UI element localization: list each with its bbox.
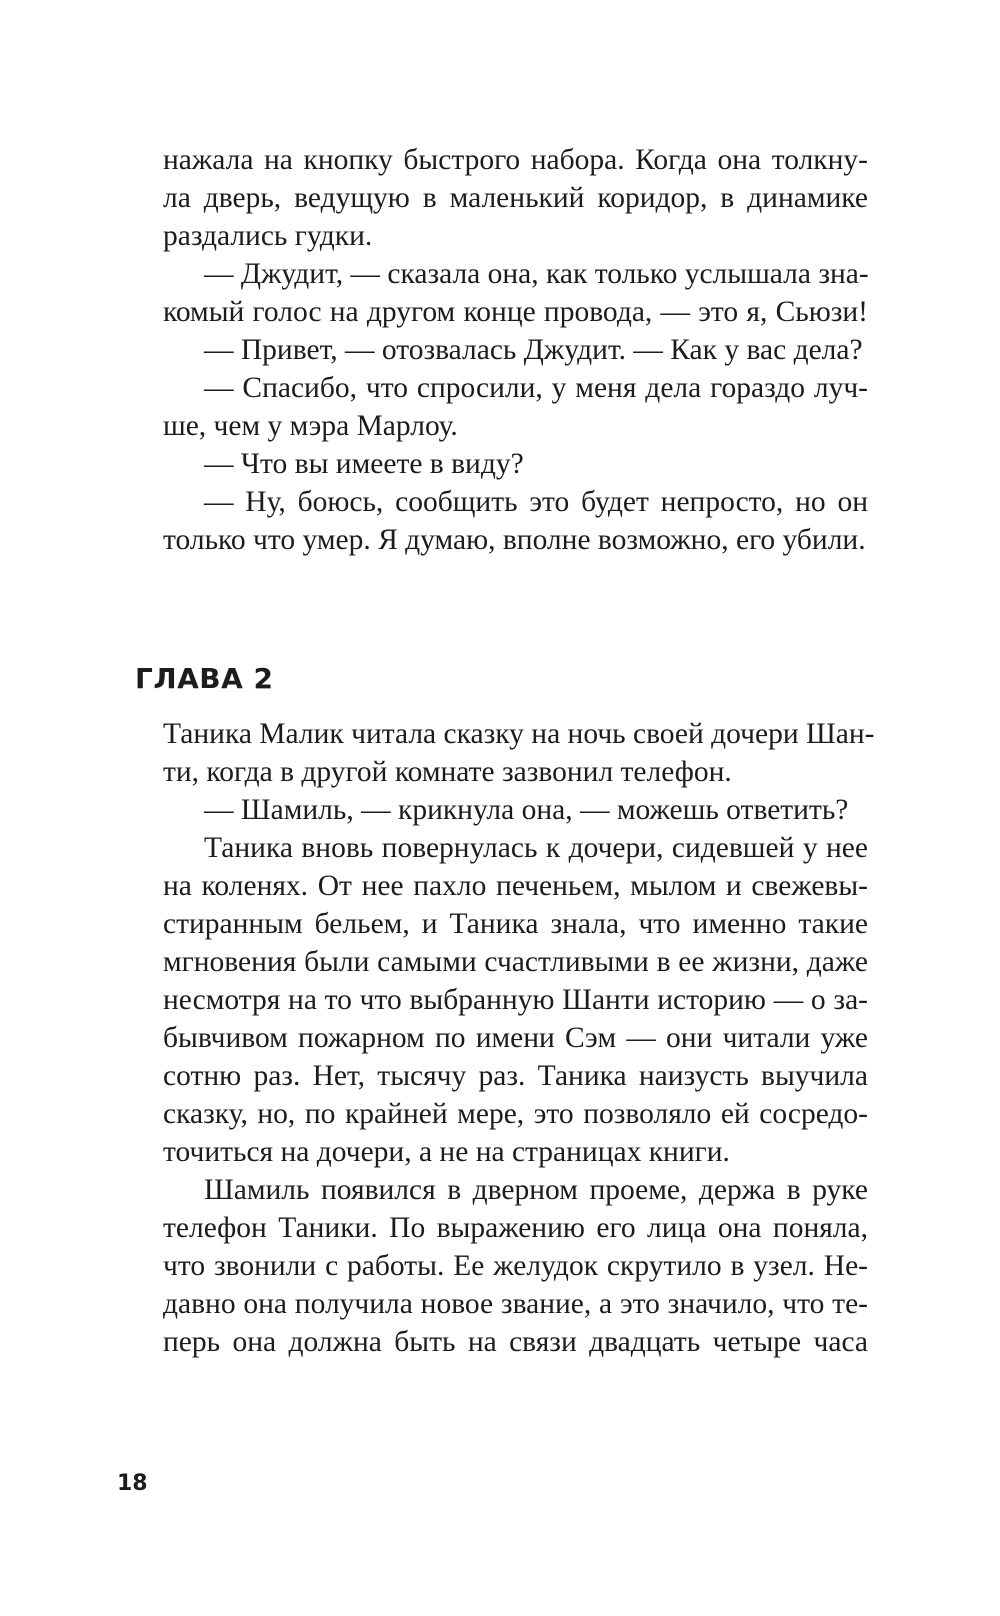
- text-line: сотню раз. Нет, тысячу раз. Таника наизусть выучила: [163, 1060, 868, 1092]
- text-line: Таника вновь повернулась к дочери, сидевшей у нее: [204, 832, 868, 864]
- text-line: раздались гудки.: [163, 220, 373, 252]
- text-line: мгновения были самыми счастливыми в ее жизни, даже: [163, 946, 868, 978]
- text-line: сказку, но, по крайней мере, это позволяло ей сосредо-: [163, 1098, 868, 1130]
- text-line: телефон Таники. По выражению его лица она поняла,: [163, 1212, 868, 1244]
- text-line: несмотря на то что выбранную Шанти историю — о за-: [163, 984, 868, 1016]
- text-line: — Ну, боюсь, сообщить это будет непросто, но он: [204, 486, 868, 518]
- text-line: — Джудит, — сказала она, как только услышала зна-: [204, 258, 869, 290]
- text-line: — Что вы имеете в виду?: [204, 448, 524, 480]
- text-line: ти, когда в другой комнате зазвонил телефон.: [163, 756, 732, 788]
- text-line: на коленях. От нее пахло печеньем, мылом и свежевы-: [163, 870, 868, 902]
- text-line: комый голос на другом конце провода, — это я, Сьюзи!: [163, 296, 868, 328]
- text-line: точиться на дочери, а не на страницах книги.: [163, 1136, 730, 1168]
- text-line: ла дверь, ведущую в маленький коридор, в динамике: [163, 182, 868, 214]
- text-line: стиранным бельем, и Таника знала, что именно такие: [163, 908, 868, 940]
- text-line: нажала на кнопку быстрого набора. Когда она толкну-: [163, 144, 868, 176]
- text-line: — Шамиль, — крикнула она, — можешь ответить?: [204, 794, 849, 826]
- text-line: только что умер. Я думаю, вполне возможно, его убили.: [163, 524, 866, 556]
- text-line: Шамиль появился в дверном проеме, держа в руке: [204, 1174, 868, 1206]
- text-line: бывчивом пожарном по имени Сэм — они читали уже: [163, 1022, 868, 1054]
- text-line: перь она должна быть на связи двадцать четыре часа: [163, 1326, 868, 1358]
- text-line: ше, чем у мэра Марлоу.: [163, 410, 458, 442]
- text-line: что звонили с работы. Ее желудок скрутило в узел. Не-: [163, 1250, 868, 1282]
- text-line: давно она получила новое звание, а это значило, что те-: [163, 1288, 868, 1320]
- text-line: — Спасибо, что спросили, у меня дела гораздо луч-: [204, 372, 868, 404]
- text-line: — Привет, — отозвалась Джудит. — Как у вас дела?: [204, 334, 863, 366]
- page-number: 18: [117, 1471, 148, 1496]
- text-line: Таника Малик читала сказку на ночь своей дочери Шан-: [163, 718, 875, 750]
- chapter-title: ГЛАВА 2: [135, 662, 274, 695]
